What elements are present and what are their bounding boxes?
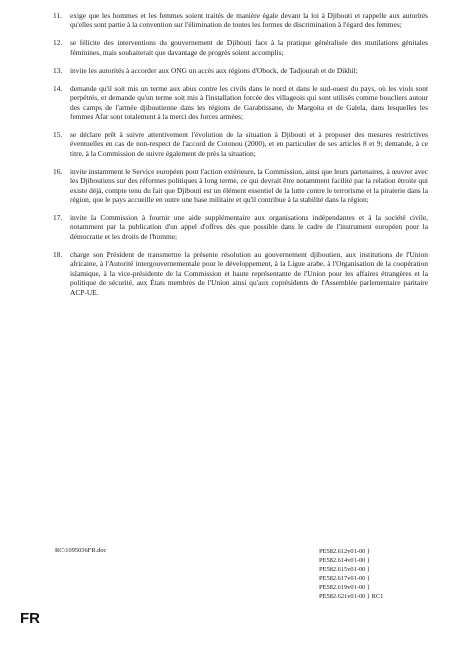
item-text: demande qu'il soit mis un terme aux abus contre les civils dans le nord et dans le sud-ouest du pays, où les viols sont perpétrés, et demande qu'un terme soit mis à l'installation forcée des villageois qui sont utilisés comme boucliers autour des camps de l'armée djiboutienne dans les régions de Garabtissane, de Margoita et de Galela, dans lesquelles les femmes Afar sont totalement à la merci des forces armées;: [70, 83, 428, 122]
item-number: 18.: [53, 249, 63, 259]
document-reference: RC\1095036FR.doc: [55, 547, 107, 554]
pe-reference-list: [319, 547, 383, 601]
pe-reference: PE582.614v01-00 }: [319, 557, 370, 564]
item-number: 15.: [53, 130, 63, 140]
item-text: charge son Président de transmettre la présente résolution au gouvernement djiboutien, aux institutions de l'Union africaine, à l'Autorité intergouvernementale pour le développement, à la Ligue arabe, à l'Organisation de la coopération islamique, à la vice-présidente de la Commission et haute représentante de l'Union pour les affaires étrangères et la politique de sécurité, aux États membres de l'Union ainsi qu'aux coprésidents de l'Assemblée parlementaire paritaire ACP-UE.: [70, 249, 428, 297]
item-number: 14.: [53, 83, 63, 93]
pe-reference: PE582.612v01-00 }: [319, 548, 370, 555]
resolution-item: [53, 250, 428, 297]
item-number: 16.: [53, 166, 63, 176]
pe-reference: PE582.619v01-00 }: [319, 584, 370, 591]
item-text: se déclare prêt à suivre attentivement l'évolution de la situation à Djibouti et à proposer des mesures restrictives éventuelles en cas de non-respect de l'accord de Cotonou (2000), et en particulier de ses articles 8 et 9; demande, à ce titre, à la Commission de suivre également de près la situation;: [70, 130, 428, 158]
resolution-item: [53, 167, 428, 205]
resolution-item: [53, 11, 428, 30]
pe-reference: PE582.615v01-00 }: [319, 566, 370, 573]
resolution-item: [53, 66, 428, 75]
item-number: 17.: [53, 213, 63, 223]
pe-reference: PE582.617v01-00 }: [319, 575, 370, 582]
item-text: exige que les hommes et les femmes soient traités de manière égale devant la loi à Djibouti et rappelle aux autorités qu'elles sont partie à la convention sur l'élimination de toutes les formes de discrimination à l'égard des femmes;: [70, 11, 428, 30]
resolution-items: [53, 11, 428, 306]
language-code: FR: [20, 610, 40, 627]
item-number: 13.: [53, 65, 63, 75]
item-number: 12.: [53, 38, 63, 48]
item-text: invite instamment le Service européen pour l'action extérieure, la Commission, ainsi que leurs partenaires, à œuvrer avec les Djiboutiens sur des réformes politiques à long terme, ce qui devrait être notamment facilité par la relation étroite qui existe déjà, compte tenu du fait que Djibouti est un élément essentiel de la lutte contre le terrorisme et la piraterie dans la région, que le pays accueille en outre une base militaire et qu'il contribue à la stabilité dans la région;: [70, 166, 428, 205]
item-text: invite la Commission à fournir une aide supplémentaire aux organisations indépendantes et à la société civile, notamment par la publication d'un appel d'offres dès que possible dans le cadre de l'instrument européen pour la démocratie et les droits de l'homme;: [70, 213, 428, 241]
item-text: se félicite des interventions du gouvernement de Djibouti face à la pratique généralisée des mutilations génitales féminines, mais souhaiterait que davantage de progrès soient accomplis;: [70, 38, 428, 57]
resolution-item: [53, 130, 428, 158]
item-number: 11.: [53, 11, 62, 20]
resolution-item: [53, 213, 428, 241]
resolution-item: [53, 84, 428, 122]
item-text: invite les autorités à accorder aux ONG un accès aux régions d'Obock, de Tadjourah et de Dikhil;: [70, 65, 358, 75]
resolution-item: [53, 38, 428, 57]
pe-reference: PE582.621v01-00 } RC1: [319, 593, 384, 600]
